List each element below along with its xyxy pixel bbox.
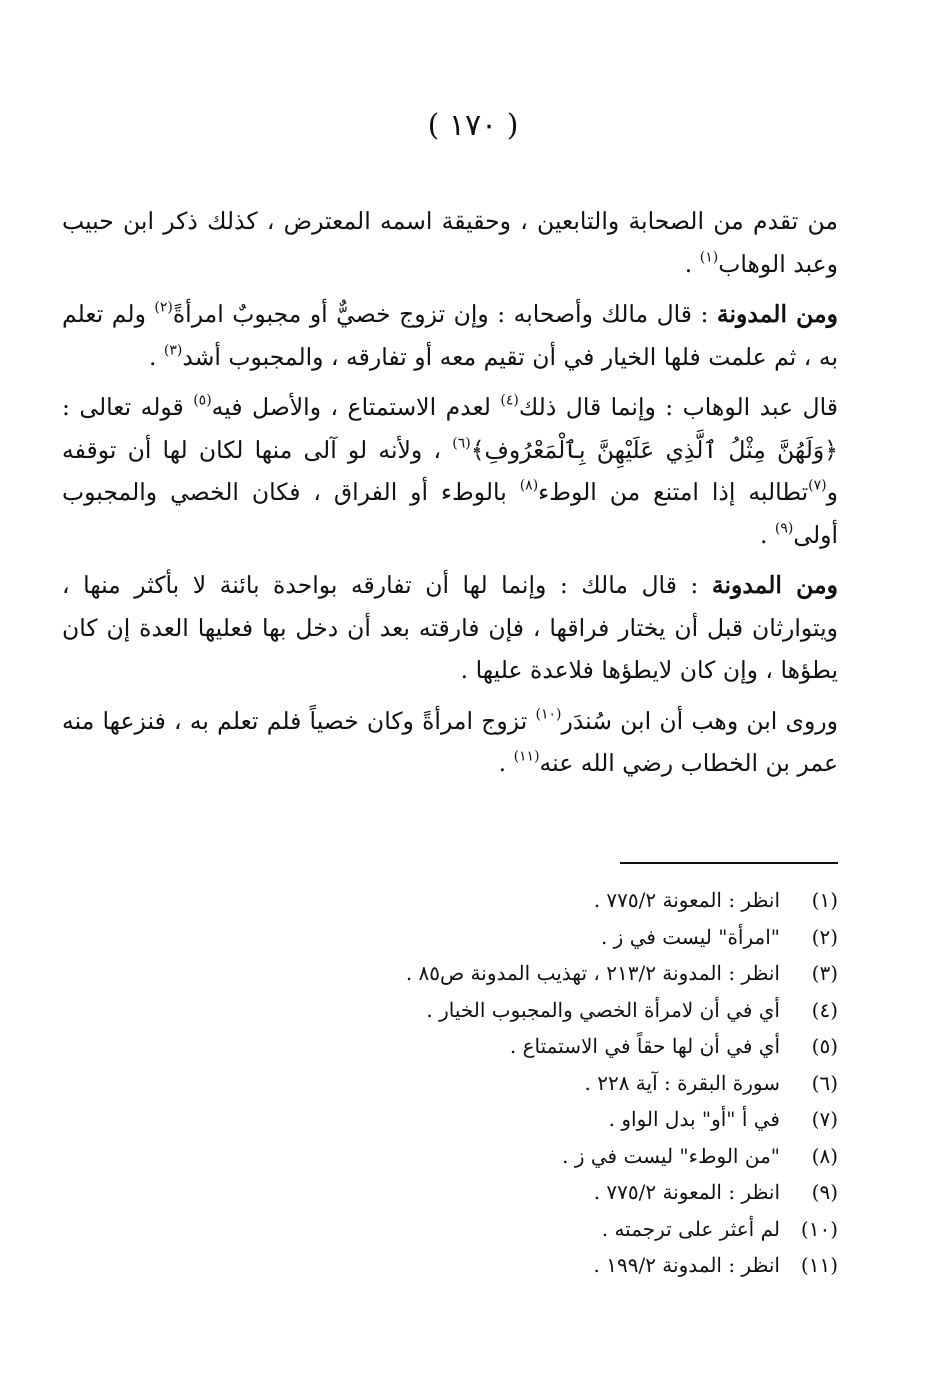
footnote-ref: (٢) (154, 299, 173, 316)
text-run: ولم تعلم به ، ثم علمت فلها الخيار في أن تقيم معه أو تفارقه ، والمجبوب أشد (62, 300, 838, 371)
footnote-item (60, 919, 838, 956)
footnote-number: (٤) (811, 997, 838, 1022)
footnote-number: (٦) (811, 1070, 838, 1095)
footnote-item (60, 992, 838, 1029)
text-run: . (148, 342, 164, 371)
footnote-number: (١) (811, 888, 838, 913)
footnote-ref: (٩) (774, 520, 794, 536)
footnote-item (60, 1174, 838, 1211)
footnote-text: لم أعثر على ترجمته . (601, 1216, 780, 1241)
paragraph-lead: ومن المدونة (711, 571, 838, 599)
main-text (62, 200, 838, 785)
footnote-text: انظر : المعونة ٧٧٥/٢ . (593, 888, 780, 913)
footnote-ref: (١) (699, 249, 719, 265)
footnote-number: (٥) (811, 1034, 838, 1059)
paragraph (62, 293, 838, 378)
footnote-ref: (٣) (163, 342, 183, 358)
text-run: بالوطء أو الفراق ، فكان الخصي والمجبوب أولى (62, 478, 838, 549)
footnote-ref: (١٠) (535, 706, 562, 722)
text-run: قوله تعالى : (62, 393, 194, 421)
quran-verse: ﴿وَلَهُنَّ مِثْلُ ٱلَّذِي عَلَيْهِنَّ بِٱلْمَعْرُوفِ﴾ (470, 435, 839, 464)
paragraph (62, 564, 838, 692)
text-run: ، ولأنه لو آلى منها لكان لها أن توقفه و (62, 435, 838, 506)
footnote-divider (620, 862, 838, 864)
footnote-ref: (٨) (519, 477, 539, 494)
footnote-text: أي في أن لامرأة الخصي والمجبوب الخيار . (426, 997, 780, 1022)
footnote-item (60, 1247, 838, 1284)
footnote-ref: (٧) (808, 477, 827, 494)
footnote-number: (٢) (811, 924, 838, 949)
footnote-number: (٩) (811, 1180, 838, 1205)
text-run: لعدم الاستمتاع ، والأصل فيه (211, 393, 501, 421)
text-run: تزوج امرأةً وكان خصياً فلم تعلم به ، فنزعها منه عمر بن الخطاب رضي الله عنه (62, 706, 838, 777)
text-run: . (759, 520, 775, 549)
footnote-text: انظر : المعونة ٧٧٥/٢ . (593, 1180, 780, 1205)
text-run: تطالبه إذا امتنع من الوطء (538, 478, 809, 506)
footnote-item (60, 882, 838, 919)
footnote-number: (١١) (800, 1253, 838, 1278)
text-run: : قال مالك : وإنما لها أن تفارقه بواحدة بائنة لا بأكثر منها ، ويتوارثان قبل أن يختار فراقها ، فإن فارقته بعد أن دخل بها فعليها العدة إن كان يطؤها ، وإن كان لايطؤها فلاعدة عليها . (62, 571, 838, 684)
text-run: . (684, 249, 700, 278)
footnotes-list (60, 882, 838, 1284)
footnote-text: سورة البقرة : آية ٢٢٨ . (584, 1070, 780, 1095)
paragraph-lead: ومن المدونة (716, 300, 838, 328)
footnote-text: "من الوطء" ليست في ز . (562, 1143, 780, 1168)
footnote-number: (٨) (811, 1143, 838, 1168)
footnote-ref: (٤) (500, 392, 519, 409)
footnote-text: "امرأة" ليست في ز . (600, 924, 780, 949)
footnote-ref: (٦) (452, 435, 471, 451)
footnote-item (60, 1101, 838, 1138)
paragraph (62, 200, 838, 285)
text-run: وروى ابن وهب أن ابن سُندَر (561, 706, 838, 735)
footnote-item (60, 1211, 838, 1248)
footnote-number: (٧) (811, 1107, 838, 1132)
footnote-number: (٣) (811, 961, 838, 986)
page-number: ( ١٧٠ ) (427, 108, 519, 143)
footnote-text: انظر : المدونة ٢١٣/٢ ، تهذيب المدونة ص٨٥ . (405, 961, 780, 986)
footnote-item (60, 955, 838, 992)
footnote-ref: (١١) (513, 748, 540, 765)
footnote-text: انظر : المدونة ١٩٩/٢ . (593, 1253, 780, 1278)
paragraph (62, 386, 838, 556)
footnote-ref: (٥) (193, 392, 212, 409)
paragraph (62, 700, 838, 785)
footnote-text: في أ "أو" بدل الواو . (608, 1107, 780, 1132)
text-run: قال عبد الوهاب : وإنما قال ذلك (518, 393, 838, 421)
text-run: . (498, 749, 514, 777)
footnote-item (60, 1138, 838, 1175)
footnote-text: أي في أن لها حقاً في الاستمتاع . (509, 1034, 780, 1059)
text-run: : قال مالك وأصحابه : وإن تزوج خصيٌّ أو مجبوبٌ امرأةً (172, 300, 717, 328)
footnote-item (60, 1065, 838, 1102)
footnote-item (60, 1028, 838, 1065)
footnote-number: (١٠) (800, 1216, 838, 1241)
text-run: من تقدم من الصحابة والتابعين ، وحقيقة اسمه المعترض ، كذلك ذكر ابن حبيب وعبد الوهاب (62, 207, 838, 278)
